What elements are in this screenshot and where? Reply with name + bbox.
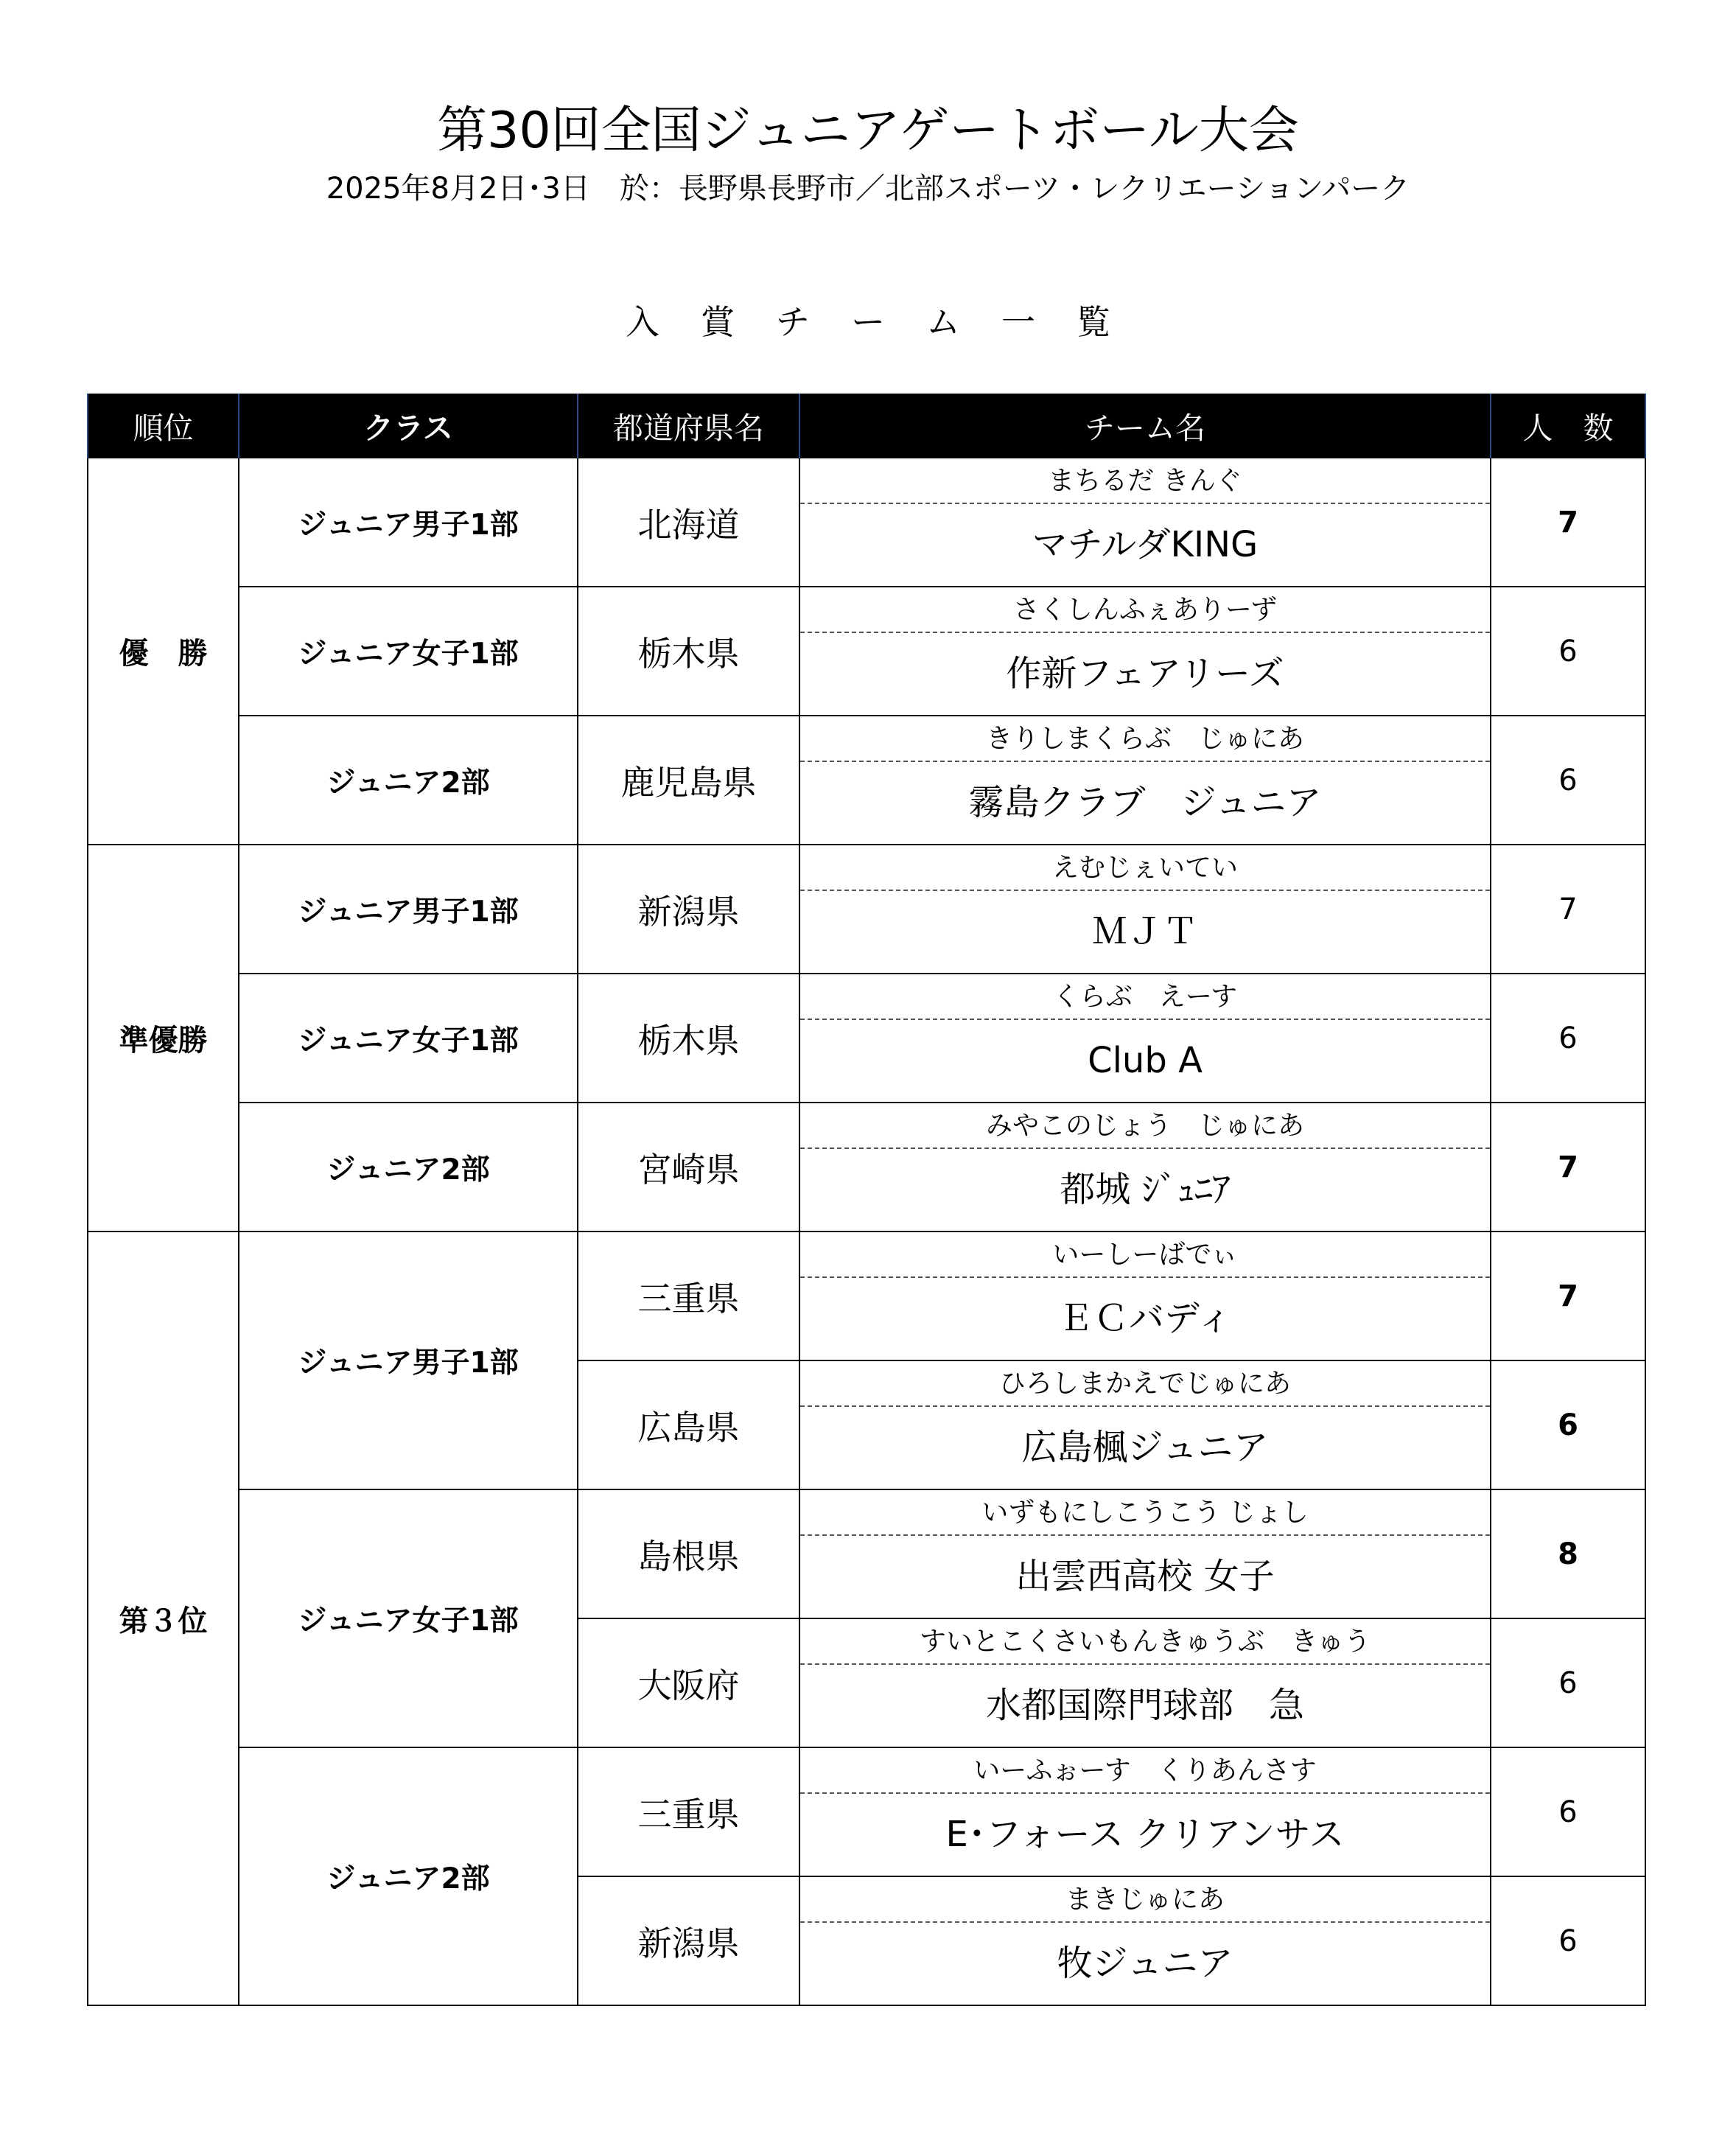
prefecture-cell: 島根県 (578, 1489, 799, 1618)
prefecture-cell: 大阪府 (578, 1618, 799, 1747)
team-cell (799, 1103, 1491, 1232)
prefecture-cell: 三重県 (578, 1232, 799, 1360)
prefecture-cell: 北海道 (578, 458, 799, 587)
class-cell: ジュニア2部 (239, 716, 578, 845)
team-name: 出雲西高校 女子 (1015, 1556, 1275, 1597)
prefecture-cell: 広島県 (578, 1360, 799, 1489)
members-cell: 6 (1491, 587, 1645, 716)
col-header-rank: 順位 (88, 394, 239, 458)
rank-third: 第３位 (88, 1232, 239, 2005)
team-furigana: いずもにしこうこう じょし (800, 1490, 1490, 1536)
team-furigana: すいとこくさいもんきゅうぶ きゅう (800, 1619, 1490, 1665)
class-cell: ジュニア2部 (239, 1747, 578, 2005)
members-cell: 6 (1491, 716, 1645, 845)
page-title: 第30回全国ジュニアゲートボール大会 (437, 102, 1299, 160)
list-heading: 入賞チーム一覧 (626, 302, 1152, 342)
table-row (88, 716, 1645, 845)
prefecture-cell: 新潟県 (578, 845, 799, 974)
team-cell (799, 845, 1491, 974)
class-cell: ジュニア女子1部 (239, 974, 578, 1103)
prefecture-cell: 栃木県 (578, 587, 799, 716)
prefecture-cell: 新潟県 (578, 1876, 799, 2005)
table-row (88, 1232, 1645, 1360)
members-cell: 6 (1491, 974, 1645, 1103)
team-name: E･フォース クリアンサス (945, 1814, 1345, 1855)
team-furigana: いーしーばでぃ (800, 1232, 1490, 1278)
table-row (88, 458, 1645, 587)
members-cell: 7 (1491, 1232, 1645, 1360)
team-name: マチルダKING (1032, 524, 1259, 565)
team-cell (799, 458, 1491, 587)
col-header-members: 人 数 (1491, 394, 1645, 458)
team-name: ＭＪＴ (1091, 911, 1198, 952)
class-cell: ジュニア女子1部 (239, 587, 578, 716)
prefecture-cell: 鹿児島県 (578, 716, 799, 845)
team-furigana: さくしんふぇありーず (800, 587, 1490, 633)
team-name: 広島楓ジュニア (1021, 1427, 1269, 1468)
event-date-venue: 2025年8月2日･3日 於：長野県長野市／北部スポーツ・レクリエーションパーク (326, 172, 1410, 206)
col-header-class: クラス (239, 394, 578, 458)
table-row (88, 845, 1645, 974)
col-header-prefecture: 都道府県名 (578, 394, 799, 458)
prefecture-cell: 宮崎県 (578, 1103, 799, 1232)
team-name: 霧島クラブ ジュニア (968, 782, 1322, 823)
prefecture-cell: 三重県 (578, 1747, 799, 1876)
table-row (88, 1489, 1645, 1618)
team-furigana: ひろしまかえでじゅにあ (800, 1361, 1490, 1407)
team-furigana: きりしまくらぶ じゅにあ (800, 716, 1490, 762)
team-furigana: みやこのじょう じゅにあ (800, 1103, 1490, 1149)
team-name: 作新フェアリーズ (1006, 653, 1284, 694)
team-furigana: くらぶ えーす (800, 974, 1490, 1020)
table-row (88, 587, 1645, 716)
award-table (87, 394, 1646, 2006)
class-cell: ジュニア男子1部 (239, 458, 578, 587)
team-cell (799, 587, 1491, 716)
prefecture-cell: 栃木県 (578, 974, 799, 1103)
table-header-row (88, 394, 1645, 458)
members-cell: 6 (1491, 1876, 1645, 2005)
team-name: 水都国際門球部 急 (985, 1685, 1304, 1726)
team-furigana: まちるだ きんぐ (800, 458, 1490, 504)
members-cell: 8 (1491, 1489, 1645, 1618)
team-cell (799, 974, 1491, 1103)
team-cell (799, 716, 1491, 845)
team-name: Club A (1088, 1040, 1203, 1081)
col-header-team: チーム名 (799, 394, 1491, 458)
class-cell: ジュニア男子1部 (239, 1232, 578, 1489)
team-furigana: えむじぇいてい (800, 845, 1490, 891)
members-cell: 7 (1491, 845, 1645, 974)
members-cell: 6 (1491, 1747, 1645, 1876)
team-furigana: まきじゅにあ (800, 1877, 1490, 1923)
members-cell: 7 (1491, 458, 1645, 587)
members-cell: 7 (1491, 1103, 1645, 1232)
table-row (88, 974, 1645, 1103)
team-cell (799, 1232, 1491, 1360)
team-cell (799, 1360, 1491, 1489)
team-cell (799, 1489, 1491, 1618)
team-cell (799, 1618, 1491, 1747)
members-cell: 6 (1491, 1618, 1645, 1747)
team-furigana: いーふぉーす くりあんさす (800, 1748, 1490, 1794)
team-cell (799, 1747, 1491, 1876)
class-cell: ジュニア2部 (239, 1103, 578, 1232)
class-cell: ジュニア女子1部 (239, 1489, 578, 1747)
table-row (88, 1103, 1645, 1232)
table-row (88, 1747, 1645, 1876)
team-cell (799, 1876, 1491, 2005)
team-name: 都城 ｼﾞｭﾆｱ (1060, 1169, 1231, 1210)
rank-first: 優 勝 (88, 458, 239, 845)
team-name: 牧ジュニア (1057, 1943, 1233, 1984)
team-name: ＥＣバディ (1057, 1298, 1233, 1339)
members-cell: 6 (1491, 1360, 1645, 1489)
rank-second: 準優勝 (88, 845, 239, 1232)
class-cell: ジュニア男子1部 (239, 845, 578, 974)
